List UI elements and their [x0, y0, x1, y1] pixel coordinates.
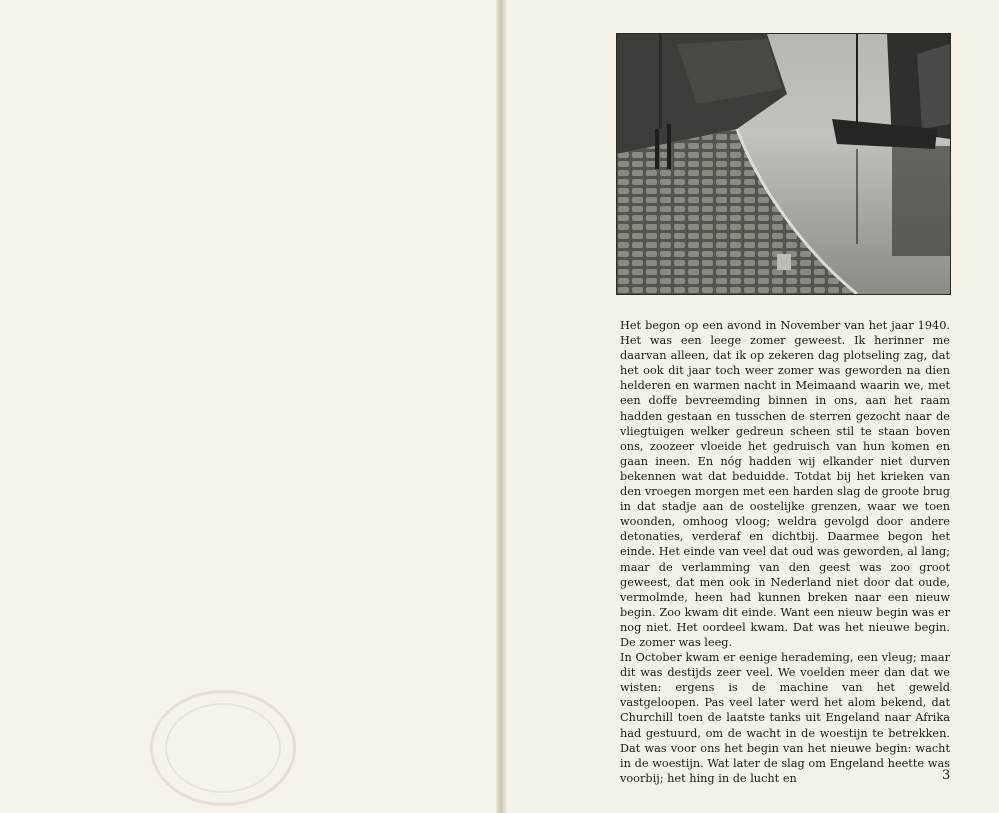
right-page: [506, 0, 999, 813]
library-stamp: [150, 690, 296, 806]
page-number: 3: [942, 768, 951, 783]
library-stamp-inner-ring: [165, 703, 281, 793]
paragraph: In October kwam er eenige herademing, een vleug; maar dit was destijds zeer veel. We voelden meer dan dat we wisten: ergens is de machine van het geweld vastgeloopen. Pas veel later werd het alom bekend, dat Churchill toen de laatste tanks uit Engeland naar Afrika had gestuurd, om de wacht in de woestijn te betrekken. Dat was voor ons het begin van het nieuwe begin: wacht in de woestijn. Wat later de slag om Engeland heette was voorbij; het hing in de lucht en: [620, 651, 950, 785]
canal-photograph-image: [617, 34, 950, 294]
paragraph: Het begon op een avond in November van het jaar 1940. Het was een leege zomer geweest. Ik herinner me daarvan alleen, dat ik op zekeren dag plotseling zag, dat het ook dit jaar toch weer zomer was geworden na dien helderen en warmen nacht in Meimaand waarin we, met een doffe bevreemding binnen in ons, aan het raam hadden gestaan en tusschen de sterren gezocht naar de vliegtuigen welker gedreun scheen stil te staan boven ons, zoozeer vloeide het gedruisch van hun komen en gaan ineen. En nóg hadden wij elkander niet durven bekennen wat dat beduidde. Totdat bij het krieken van den vroegen morgen met een harden slag de groote brug in dat stadje aan de oostelijke grenzen, waar we toen woonden, omhoog vloog; weldra gevolgd door andere detonaties, verderaf en dichtbij. Daarmee begon het einde. Het einde van veel dat oud was geworden, al lang; maar de verlamming van den geest was zoo groot geweest, dat men ook in Nederland niet door dat oude, vermolmde, heen had kunnen breken naar een nieuw begin. Zoo kwam dit einde. Want een nieuw begin was er nog niet. Het oordeel kwam. Dat was het nieuwe begin. De zomer was leeg.: [620, 319, 950, 649]
body-text: [620, 318, 950, 786]
canal-photograph: [616, 33, 951, 295]
